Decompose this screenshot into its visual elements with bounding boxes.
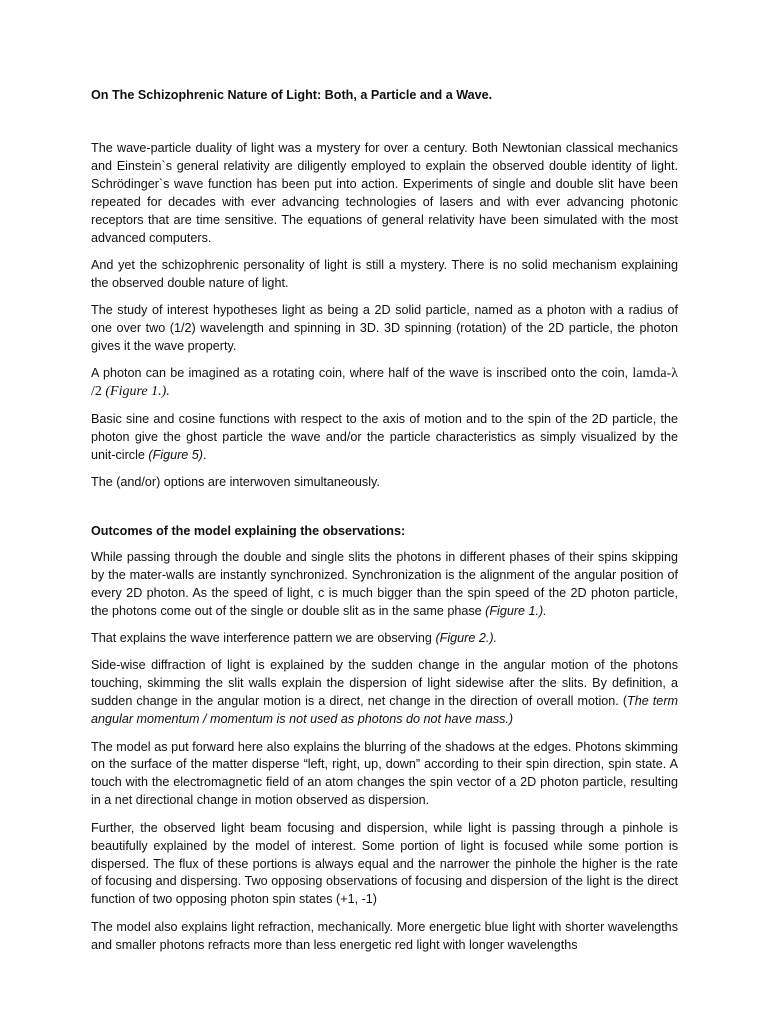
- paragraph-5-end: .: [202, 447, 207, 462]
- paragraph-7: [91, 549, 678, 621]
- paragraph-4: [91, 365, 678, 401]
- paragraph-11: Further, the observed light beam focusing and dispersion, while light is passing through a pinhole is beautifully explained by the model of interest. Some portion of light is focused while some portion is dispersed. The flux of these portions is always equal and the narrower the pinhole the higher is the rate of focusing and dispersing. Two opposing observations of focusing and dispersion of the light is the direct function of two opposing photon spin states (+1, -1): [91, 820, 678, 907]
- paragraph-5: [91, 411, 678, 465]
- figure-2-reference: (Figure 2.).: [435, 631, 498, 646]
- document-title: On The Schizophrenic Nature of Light: Both, a Particle and a Wave.: [91, 88, 493, 102]
- paragraph-9: [91, 657, 678, 729]
- paragraph-6: The (and/or) options are interwoven simultaneously.: [91, 475, 380, 489]
- paragraph-9-text: Side-wise diffraction of light is explained by the sudden change in the angular motion of the photons touching, skimming the slit walls explain the dispersion of light sidewise after the slits. By definition, a sudden change in the angular motion is a direct, net change in the direction of overall motion. (: [91, 658, 678, 709]
- section-heading: Outcomes of the model explaining the observations:: [91, 523, 406, 538]
- lamda-expression: lamda-λ /2: [91, 366, 679, 400]
- paragraph-4-text: A photon can be imagined as a rotating coin, where half of the wave is inscribed onto the coin,: [91, 366, 629, 381]
- paragraph-10: The model as put forward here also explains the blurring of the shadows at the edges. Photons skimming on the surface of the matter disperse “left, right, up, down” according to their spin direction, spin state. A touch with the electromagnetic field of an atom changes the spin vector of a 2D photon particle, resulting in a net directional change in motion observed as dispersion.: [91, 739, 678, 808]
- paragraph-8-text: That explains the wave interference pattern we are observing: [91, 631, 432, 646]
- paragraph-8: [91, 630, 678, 648]
- paragraph-2: And yet the schizophrenic personality of light is still a mystery. There is no solid mechanism explaining the observed double nature of light.: [91, 257, 678, 290]
- paragraph-1: The wave-particle duality of light was a mystery for over a century. Both Newtonian classical mechanics and Einstein`s general relativity are diligently employed to explain the observed double identity of light. Schrödinger`s wave function has been put into action. Experiments of single and double slit have been repeated for decades with ever advancing technologies of lasers and with ever advancing photonic receptors that are time sensitive. The equations of general relativity have been simulated with the most advanced computers.: [91, 141, 678, 245]
- paragraph-9-italic: The term angular momentum / momentum is not used as photons do not have mass.): [91, 694, 678, 727]
- paragraph-12: The model also explains light refraction, mechanically. More energetic blue light with shorter wavelengths and smaller photons refracts more than less energetic red light with longer wavelengths: [91, 919, 678, 952]
- figure-5-reference: (Figure 5): [148, 447, 203, 462]
- document-body: [91, 140, 678, 955]
- paragraph-3: The study of interest hypotheses light as being a 2D solid particle, named as a photon with a radius of one over two (1/2) wavelength and spinning in 3D. 3D spinning (rotation) of the 2D particle, the photon gives it the wave property.: [91, 303, 678, 354]
- figure-1-reference: (Figure 1.).: [485, 603, 547, 618]
- figure-1-reference: (Figure 1.).: [105, 384, 170, 400]
- paragraph-5-text: Basic sine and cosine functions with respect to the axis of motion and to the spin of the 2D particle, the photon give the ghost particle the wave and/or the particle characteristics as simply visualized by the unit-circle: [91, 411, 678, 462]
- paragraph-7-text: While passing through the double and single slits the photons in different phases of their spins skipping by the mater-walls are instantly synchronized. Synchronization is the alignment of the angular position of every 2D photon. As the speed of light, c is much bigger than the spin speed of the 2D photon particle, the photons come out of the single or double slit as in the same phase: [91, 549, 678, 618]
